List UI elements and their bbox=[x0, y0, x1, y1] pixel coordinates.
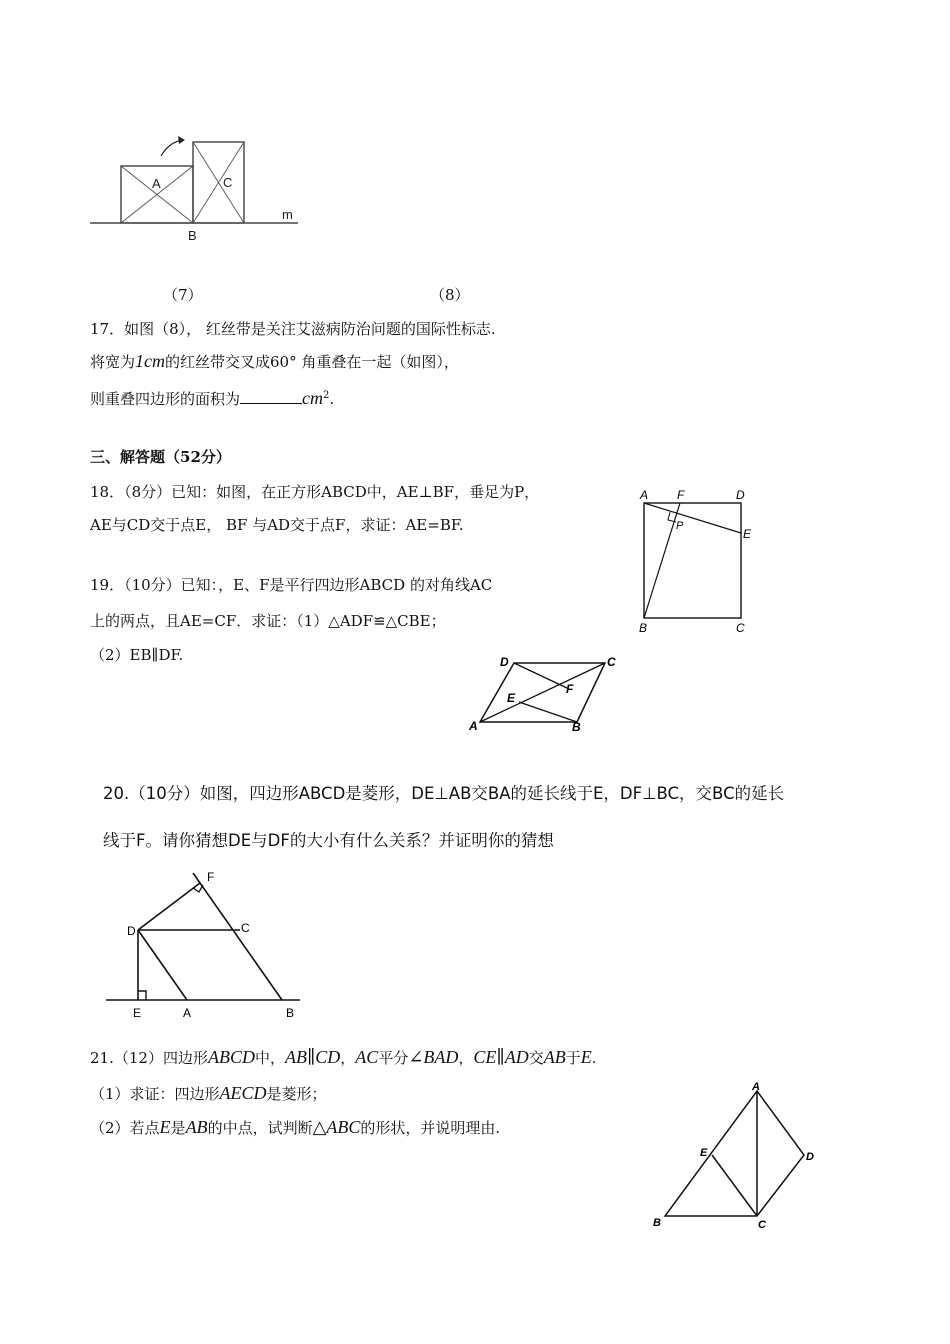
q21-l1-t3: 平分 bbox=[378, 1049, 409, 1067]
q19-line1: 19．（10分）已知：，E、F是平行四边形ABCD 的对角线AC bbox=[90, 576, 493, 594]
q17-line2-post: 的红丝带交叉成60° 角重叠在一起（如图）， bbox=[165, 353, 459, 371]
q21-l1-t6: 于 bbox=[565, 1049, 581, 1067]
q17-line2-pre: 将宽为 bbox=[90, 353, 136, 371]
q21-l3-t1: 是 bbox=[170, 1119, 186, 1137]
q20-fig-a: A bbox=[183, 1006, 192, 1020]
q21-l3-m3: △ABC bbox=[312, 1117, 361, 1137]
fig7-label-m: m bbox=[282, 207, 293, 222]
q18-fig-e: E bbox=[743, 527, 752, 541]
q21-fig-d: D bbox=[806, 1151, 814, 1163]
q21-fig-a: A bbox=[752, 1081, 760, 1093]
q17-line1: 17．如图（8）， 红丝带是关注艾滋病防治问题的国际性标志. bbox=[90, 320, 496, 338]
q18-line2: AE与CD交于点E， BF 与AD交于点F，求证：AE=BF. bbox=[90, 516, 464, 534]
figure-q18 bbox=[630, 485, 760, 635]
q21-l3-m1: E bbox=[159, 1117, 171, 1137]
q18-fig-f: F bbox=[677, 488, 685, 502]
q21-l1-m2: AB∥CD bbox=[284, 1047, 341, 1067]
q21-l3-m2: AB bbox=[185, 1117, 208, 1137]
q21-fig-e: E bbox=[700, 1147, 708, 1159]
q17-width-math: 1cm bbox=[135, 351, 166, 371]
q18-fig-a: A bbox=[640, 488, 649, 502]
q18-fig-d: D bbox=[736, 488, 745, 502]
figure-q21 bbox=[650, 1080, 820, 1230]
q18-line1: 18．（8分）已知：如图，在正方形ABCD中，AE⊥BF，垂足为P， bbox=[90, 483, 540, 501]
q21-l1-m4: ∠BAD bbox=[408, 1047, 459, 1067]
q21-line1 bbox=[90, 1047, 597, 1068]
q19-fig-f: F bbox=[566, 682, 574, 696]
figure-q20 bbox=[100, 865, 310, 1025]
q17-line3-end: . bbox=[329, 390, 335, 408]
q17-line2 bbox=[90, 351, 459, 372]
q21-l1-m7: E bbox=[580, 1047, 592, 1067]
q19-fig-a: A bbox=[469, 719, 478, 733]
q19-line3: （2）EB∥DF. bbox=[90, 646, 184, 664]
caption-fig7: （7） bbox=[163, 286, 203, 304]
q21-l1-t5: 交 bbox=[528, 1049, 544, 1067]
q21-l1-t7: . bbox=[591, 1049, 597, 1067]
q20-fig-c: C bbox=[241, 921, 250, 935]
q21-l2-pre: （1）求证：四边形 bbox=[90, 1085, 220, 1103]
q17-line3 bbox=[90, 388, 334, 409]
q21-l1-m1: ABCD bbox=[207, 1047, 255, 1067]
q21-l3-pre: （2）若点 bbox=[90, 1119, 160, 1137]
q21-l3-t2: 的中点，试判断 bbox=[207, 1119, 313, 1137]
q18-fig-c: C bbox=[736, 621, 745, 635]
q20-fig-b: B bbox=[286, 1006, 295, 1020]
q19-fig-e: E bbox=[507, 691, 516, 705]
section3-title: 三、解答题（52分） bbox=[90, 448, 231, 466]
fig7-label-a: A bbox=[152, 176, 161, 191]
q21-l1-t1: 中， bbox=[254, 1049, 285, 1067]
q20-line1: 20.（10分）如图，四边形ABCD是菱形，DE⊥AB交BA的延长线于E，DF⊥BC，交BC的延长 bbox=[103, 784, 785, 803]
q20-fig-f: F bbox=[207, 870, 215, 884]
q21-l3-t3: 的形状，并说明理由. bbox=[360, 1119, 501, 1137]
figure-q19 bbox=[462, 650, 632, 740]
q21-fig-b: B bbox=[653, 1217, 661, 1229]
q21-l1-t2: ， bbox=[340, 1049, 356, 1067]
q17-unit-sup: 2 bbox=[323, 390, 330, 401]
q18-fig-p: P bbox=[676, 520, 684, 532]
q21-line3 bbox=[90, 1117, 500, 1138]
q20-fig-d: D bbox=[127, 924, 136, 938]
q21-l1-m5: CE∥AD bbox=[473, 1047, 529, 1067]
q19-fig-b: B bbox=[572, 720, 581, 734]
q19-line2: 上的两点，且AE=CF．求证：（1）△ADF≌△CBE； bbox=[90, 612, 446, 630]
fig7-label-c: C bbox=[223, 175, 233, 190]
q21-l2-post: 是菱形； bbox=[266, 1085, 327, 1103]
q21-l1-m6: AB bbox=[543, 1047, 566, 1067]
q21-fig-c: C bbox=[758, 1219, 766, 1231]
q21-line2 bbox=[90, 1083, 327, 1104]
q20-line2: 线于F。请你猜想DE与DF的大小有什么关系？并证明你的猜想 bbox=[103, 831, 554, 850]
q19-fig-d: D bbox=[500, 655, 509, 669]
q17-answer-blank bbox=[240, 391, 302, 404]
q17-unit: cm bbox=[302, 388, 324, 408]
q21-l1-m3: AC bbox=[355, 1047, 379, 1067]
q21-l2-m: AECD bbox=[219, 1083, 267, 1103]
q19-fig-c: C bbox=[607, 655, 616, 669]
caption-fig8: （8） bbox=[430, 286, 470, 304]
q21-l1-pre: 21.（12）四边形 bbox=[90, 1049, 208, 1067]
fig7-label-b: B bbox=[188, 228, 197, 243]
q21-l1-t4: ， bbox=[458, 1049, 474, 1067]
q18-fig-b: B bbox=[639, 621, 648, 635]
figure-7 bbox=[85, 130, 315, 250]
q17-line3-pre: 则重叠四边形的面积为 bbox=[90, 390, 241, 408]
q20-fig-e: E bbox=[133, 1006, 142, 1020]
